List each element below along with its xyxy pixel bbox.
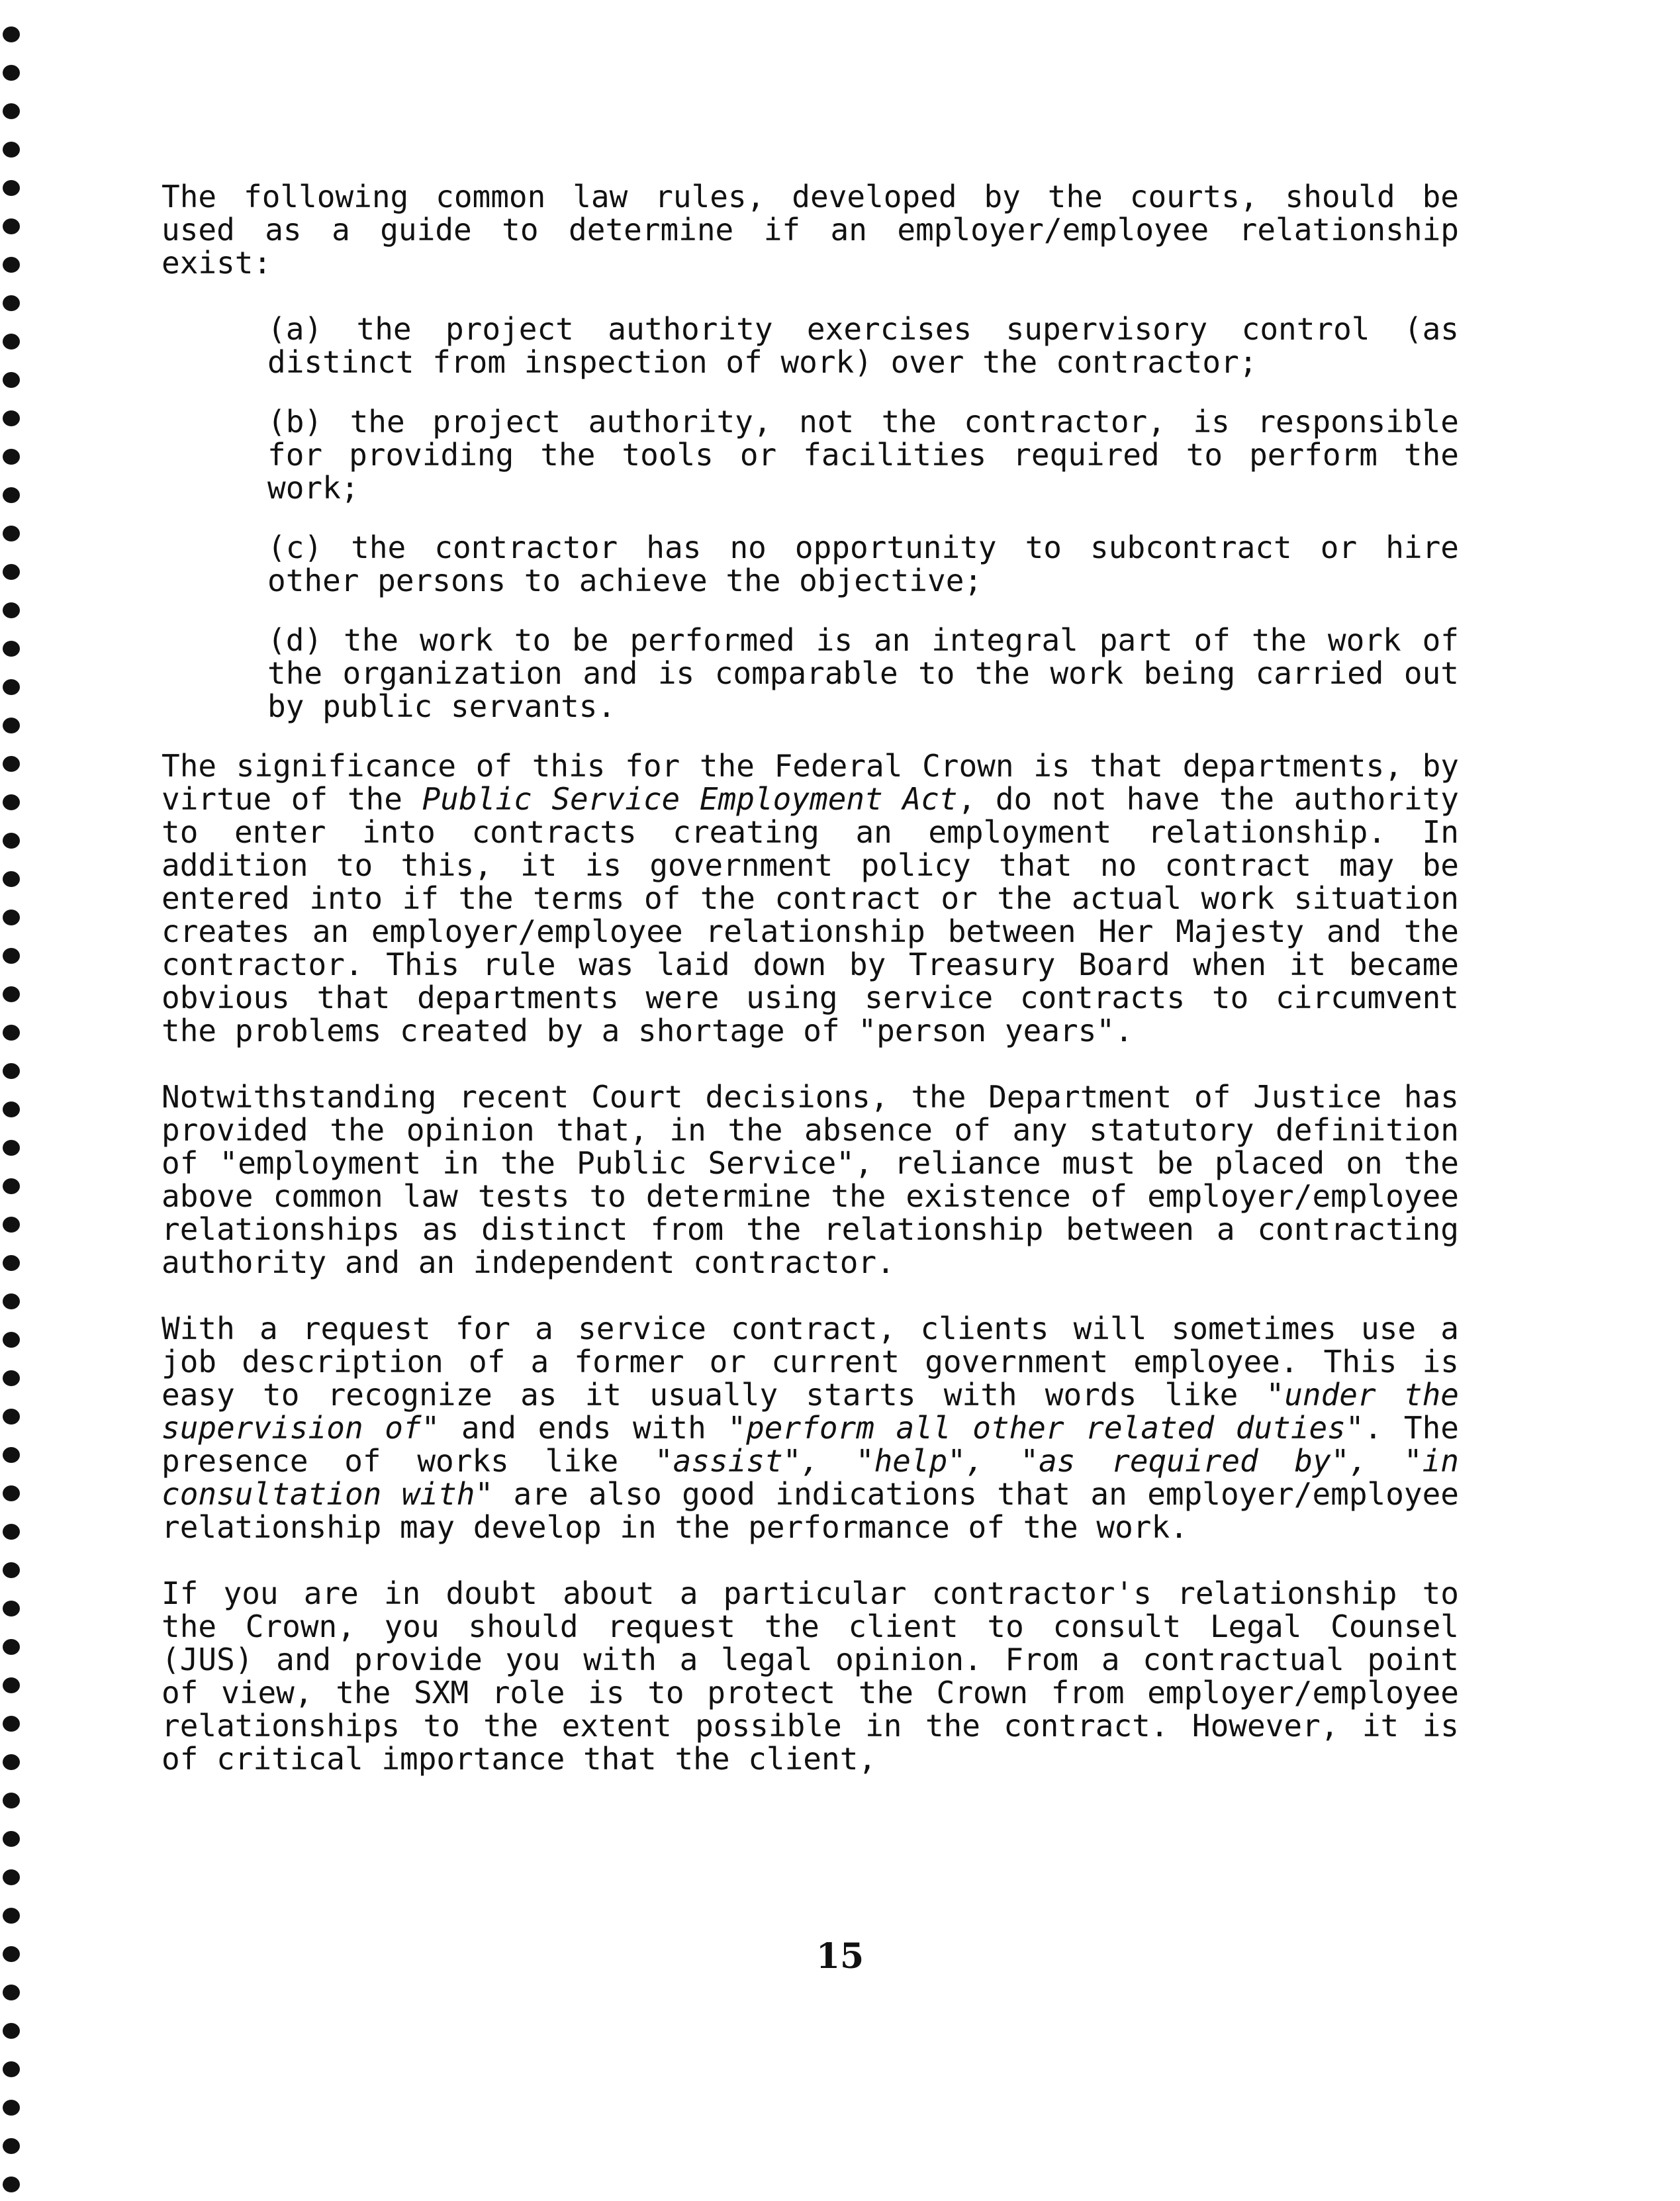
binding-hole — [3, 103, 20, 119]
binding-hole — [3, 1025, 20, 1041]
binding-hole — [3, 1908, 20, 1924]
binding-hole — [3, 2100, 20, 2116]
rule-item-d: (d) the work to be performed is an integral part of the work of the organization and is comparable to the work being carried out by public servants. — [267, 622, 1459, 724]
justice-paragraph: Notwithstanding recent Court decisions, the Department of Justice has provided the opinion that, in the absence of any statutory definition of "employment in the Public Service", reliance must be placed on the above common law tests to determine the existence of employer/employee relationships as distinct from the relationship between a contracting authority and an independent contractor. — [162, 1079, 1459, 1280]
binding-hole — [3, 2138, 20, 2154]
binding-hole — [3, 1140, 20, 1156]
binding-hole — [3, 1985, 20, 2000]
binding-hole — [3, 564, 20, 580]
binding-hole — [3, 487, 20, 503]
binding-hole — [3, 986, 20, 1002]
act-title: Public Service Employment Act — [422, 781, 958, 817]
binding-hole — [3, 1793, 20, 1808]
request-quote-3: "assist", "help", "as required by", "in consultation with" — [162, 1443, 1459, 1512]
binding-hole — [3, 1869, 20, 1885]
rule-item-c: (c) the contractor has no opportunity to subcontract or hire other persons to achieve the objective; — [267, 530, 1459, 598]
binding-hole — [3, 679, 20, 695]
binding-hole — [3, 1562, 20, 1578]
binding-hole — [3, 833, 20, 849]
binding-hole — [3, 526, 20, 541]
request-text-3: . The presence of works like — [162, 1410, 1459, 1479]
binding-hole — [3, 1524, 20, 1540]
binding-hole — [3, 295, 20, 311]
binding-hole — [3, 641, 20, 657]
binding-hole — [3, 1447, 20, 1463]
binding-hole — [3, 718, 20, 733]
significance-text-start: The significance of this for the Federal Crown is that departments, by virtue of the — [162, 748, 1459, 817]
request-paragraph — [162, 1312, 1459, 1544]
binding-hole — [3, 602, 20, 618]
binding-hole — [3, 1716, 20, 1732]
binding-hole — [3, 218, 20, 234]
binding-hole — [3, 372, 20, 388]
binding-hole — [3, 1677, 20, 1693]
request-quote-1: "under the supervision of" — [162, 1377, 1459, 1446]
request-text-4: are also good indications that an employer/employee relationship may develop in the performance of the work. — [162, 1476, 1459, 1545]
request-text-1: With a request for a service contract, clients will sometimes use a job description of a former or current government employee. This is easy to recognize as it usually starts with words like — [162, 1311, 1459, 1413]
request-text-2: and ends with — [440, 1410, 728, 1446]
binding-hole — [3, 756, 20, 772]
significance-text-end: , do not have the authority to enter into contracts creating an employment relationship. In addition to this, it is government policy that no contract may be entered into if the terms of the contract or the actual work situation creates an employer/employee relationship between Her Majesty and the contractor. This rule was laid down by Treasury Board when it became obvious that departments were using service contracts to circumvent the problems created by a shortage of "person years". — [162, 781, 1459, 1049]
page-body — [162, 180, 1459, 1775]
binding-hole — [3, 2061, 20, 2077]
binding-hole — [3, 1255, 20, 1271]
request-quote-2: "perform all other related duties" — [727, 1410, 1364, 1446]
rule-item-a: (a) the project authority exercises supervisory control (as distinct from inspection of work) over the contractor; — [267, 311, 1459, 380]
spiral-binding — [0, 0, 26, 2201]
binding-hole — [3, 1370, 20, 1386]
page-number: 15 — [816, 1936, 864, 1977]
binding-hole — [3, 1332, 20, 1348]
binding-hole — [3, 410, 20, 426]
binding-hole — [3, 449, 20, 465]
binding-hole — [3, 948, 20, 964]
significance-paragraph — [162, 749, 1459, 1047]
binding-hole — [3, 1639, 20, 1655]
binding-hole — [3, 2023, 20, 2039]
binding-hole — [3, 1217, 20, 1233]
binding-hole — [3, 794, 20, 810]
binding-hole — [3, 2177, 20, 2192]
binding-hole — [3, 1831, 20, 1847]
binding-hole — [3, 910, 20, 925]
binding-hole — [3, 1101, 20, 1117]
binding-hole — [3, 1485, 20, 1501]
binding-hole — [3, 257, 20, 273]
binding-hole — [3, 180, 20, 196]
doubt-paragraph: If you are in doubt about a particular contractor's relationship to the Crown, you should request the client to consult Legal Counsel (JUS) and provide you with a legal opinion. From a contractual point of view, the SXM role is to protect the Crown from employer/employee relationships to the extent possible in the contract. However, it is of critical importance that the client, — [162, 1575, 1459, 1777]
rule-item-b: (b) the project authority, not the contractor, is responsible for providing the tools or facilities required to perform the work; — [267, 404, 1459, 506]
intro-paragraph: The following common law rules, developed by the courts, should be used as a guide to determine if an employer/employee relationship exist: — [162, 179, 1459, 281]
binding-hole — [3, 1601, 20, 1616]
binding-hole — [3, 1293, 20, 1309]
binding-hole — [3, 871, 20, 887]
binding-hole — [3, 1754, 20, 1770]
binding-hole — [3, 142, 20, 158]
binding-hole — [3, 1063, 20, 1079]
binding-hole — [3, 334, 20, 350]
binding-hole — [3, 26, 20, 42]
binding-hole — [3, 1409, 20, 1425]
binding-hole — [3, 1178, 20, 1194]
binding-hole — [3, 65, 20, 81]
